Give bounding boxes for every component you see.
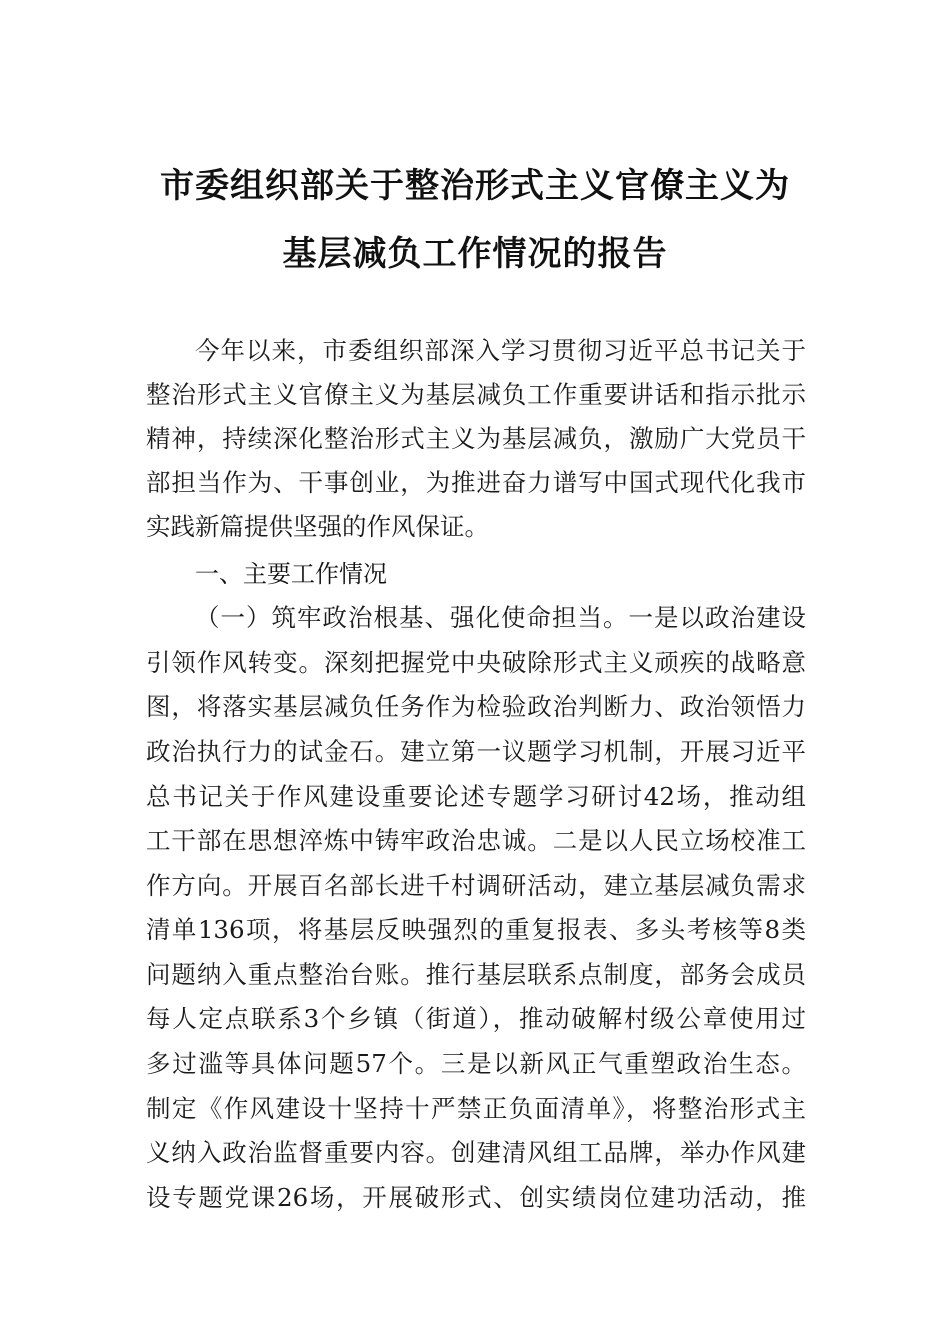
paragraph-line: （一）筑牢政治根基、强化使命担当。一是以政治建设 [195, 603, 806, 632]
paragraph-line: 部担当作为、干事创业，为推进奋力谱写中国式现代化我市 [146, 468, 806, 497]
document-title-line-1: 市委组织部关于整治形式主义官僚主义为 [160, 166, 790, 206]
paragraph-line: 作方向。开展百名部长进千村调研活动，建立基层减负需求 [146, 871, 806, 900]
paragraph-line: 今年以来，市委组织部深入学习贯彻习近平总书记关于 [195, 336, 806, 365]
paragraph-line: 精神，持续深化整治形式主义为基层减负，激励广大党员干 [146, 424, 806, 453]
section-heading: 一、主要工作情况 [195, 560, 387, 588]
paragraph-line: 每人定点联系3个乡镇（街道），推动破解村级公章使用过 [146, 1004, 806, 1033]
paragraph-line: 引领作风转变。深刻把握党中央破除形式主义顽疾的战略意 [146, 648, 806, 677]
paragraph-line: 总书记关于作风建设重要论述专题学习研讨42场，推动组 [146, 782, 806, 811]
paragraph-line: 实践新篇提供坚强的作风保证。 [146, 512, 489, 541]
document-title-line-2: 基层减负工作情况的报告 [282, 234, 668, 274]
paragraph-line: 设专题党课26场，开展破形式、创实绩岗位建功活动，推 [146, 1183, 806, 1212]
paragraph-line: 清单136项，将基层反映强烈的重复报表、多头考核等8类 [146, 915, 806, 944]
paragraph-line: 政治执行力的试金石。建立第一议题学习机制，开展习近平 [146, 737, 806, 766]
paragraph-line: 多过滥等具体问题57个。三是以新风正气重塑政治生态。 [146, 1049, 806, 1078]
paragraph-line: 问题纳入重点整治台账。推行基层联系点制度，部务会成员 [146, 960, 806, 989]
paragraph-line: 整治形式主义官僚主义为基层减负工作重要讲话和指示批示 [146, 380, 806, 409]
paragraph-line: 制定《作风建设十坚持十严禁正负面清单》，将整治形式主 [146, 1094, 806, 1123]
paragraph-line: 图，将落实基层减负任务作为检验政治判断力、政治领悟力 [146, 692, 806, 721]
paragraph-line: 工干部在思想淬炼中铸牢政治忠诚。二是以人民立场校准工 [146, 826, 806, 855]
paragraph-line: 义纳入政治监督重要内容。创建清风组工品牌，举办作风建 [146, 1138, 806, 1167]
